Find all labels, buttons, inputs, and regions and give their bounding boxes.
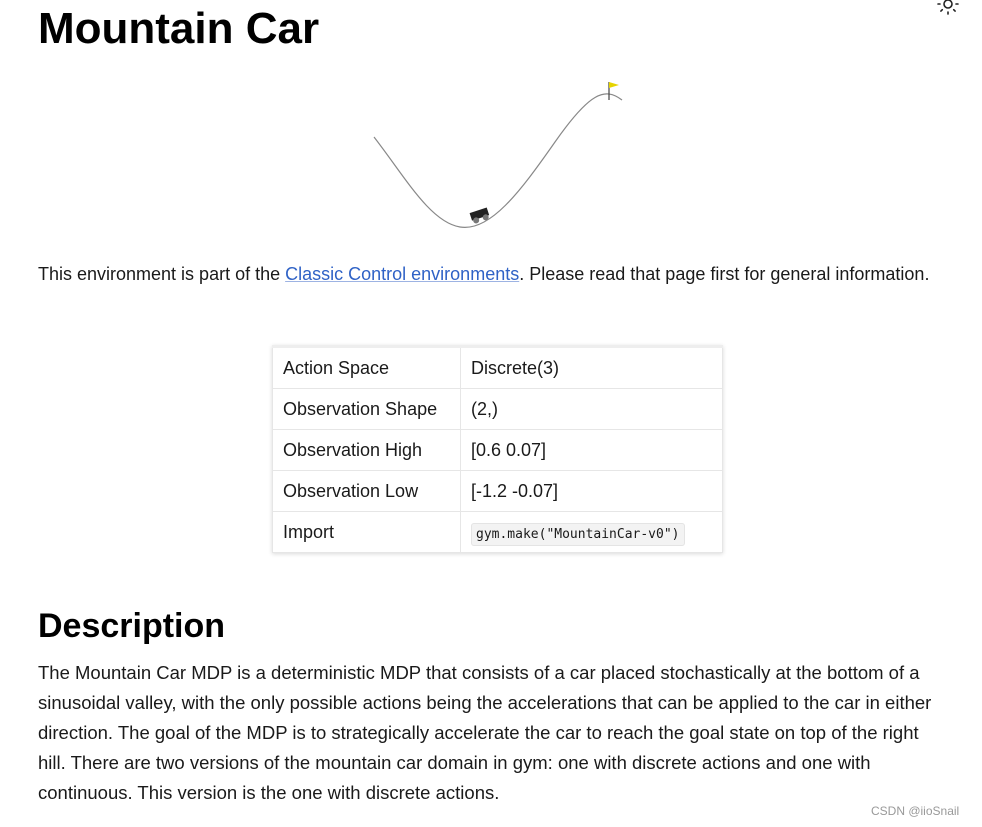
intro-text-after: . Please read that page first for general information. <box>519 264 930 284</box>
spec-key: Observation High <box>273 430 461 471</box>
import-code: gym.make("MountainCar-v0") <box>471 523 685 546</box>
page-title: Mountain Car <box>38 4 320 53</box>
table-row <box>273 471 723 512</box>
classic-control-link[interactable]: Classic Control environments <box>285 264 520 284</box>
environment-spec-table <box>272 345 723 553</box>
intro-paragraph <box>38 259 948 289</box>
spec-key: Observation Shape <box>273 389 461 430</box>
sun-icon <box>936 0 960 16</box>
description-heading: Description <box>38 607 226 645</box>
spec-value-cell <box>461 512 723 553</box>
table-row <box>273 430 723 471</box>
spec-value: Discrete(3) <box>461 347 723 389</box>
spec-key: Action Space <box>273 347 461 389</box>
table-row <box>273 389 723 430</box>
valley-curve <box>374 94 622 228</box>
spec-value: [0.6 0.07] <box>461 430 723 471</box>
spec-value: [-1.2 -0.07] <box>461 471 723 512</box>
spec-key: Observation Low <box>273 471 461 512</box>
theme-toggle-button[interactable] <box>936 0 960 16</box>
intro-text-before: This environment is part of the <box>38 264 286 284</box>
spec-key: Import <box>273 512 461 553</box>
table-row <box>273 512 723 553</box>
watermark: CSDN @iioSnail <box>871 804 960 818</box>
spec-value: (2,) <box>461 389 723 430</box>
car-icon <box>470 208 491 225</box>
mountain-car-illustration <box>360 72 640 237</box>
description-paragraph: The Mountain Car MDP is a deterministic MDP that consists of a car placed stochastically at the bottom of a sinusoidal valley, with the only possible actions being the accelerations that can be applied to the car in either direction. The goal of the MDP is to strategically accelerate the car to reach the goal state on top of the right hill. There are two versions of the mountain car domain in gym: one with discrete actions and one with continuous. This version is the one with discrete actions. <box>38 662 932 803</box>
table-row <box>273 347 723 389</box>
